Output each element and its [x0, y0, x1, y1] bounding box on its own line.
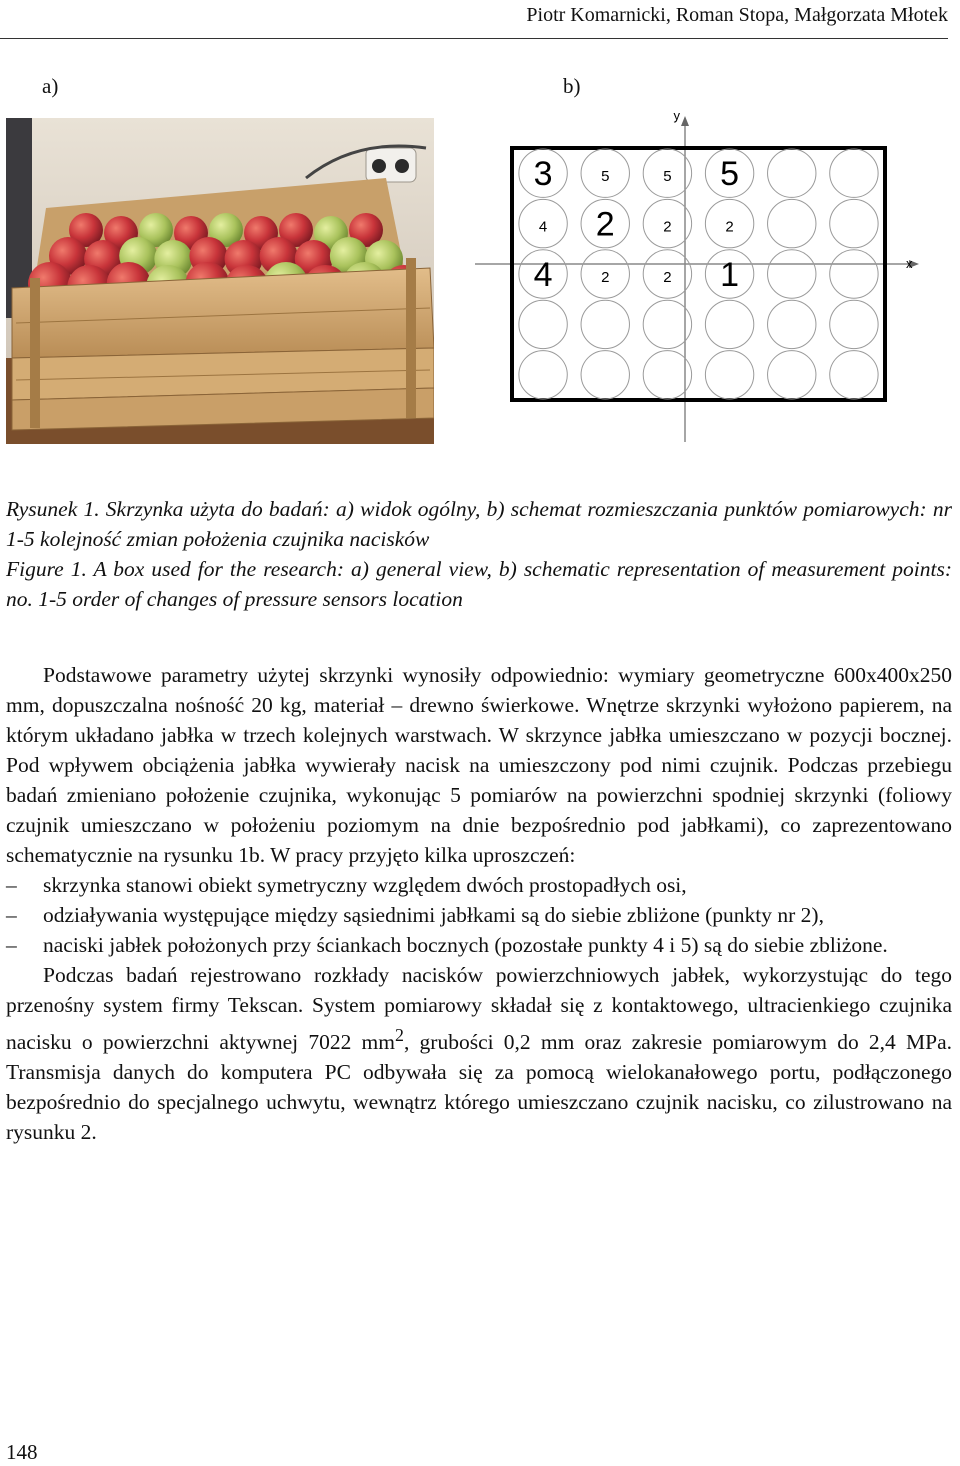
running-header — [0, 0, 948, 39]
list-dash: – — [6, 873, 17, 897]
apple-positions — [519, 149, 878, 399]
apple-position-circle — [768, 199, 816, 247]
apple-position-circle — [830, 300, 878, 348]
list-dash: – — [6, 903, 17, 927]
point-number-label: 2 — [595, 205, 615, 244]
apple-position-circle — [519, 351, 567, 399]
apple-position-circle — [830, 149, 878, 197]
point-numbers — [534, 155, 739, 294]
apple-position-circle — [830, 351, 878, 399]
y-axis-label: y — [673, 108, 680, 123]
apple-position-circle — [830, 250, 878, 298]
point-number-label: 5 — [720, 155, 740, 194]
list-item: – naciski jabłek położonych przy ściankach bocznych (pozostałe punkty 4 i 5) są do siebie zbliżone. — [6, 930, 952, 960]
x-axis-label: x — [906, 256, 913, 271]
point-number-label: 3 — [533, 155, 553, 194]
apple-position-circle — [768, 149, 816, 197]
point-number-label: 1 — [720, 256, 740, 294]
measurement-points-schematic — [470, 100, 920, 444]
simplifications-list — [6, 870, 952, 960]
list-dash: – — [6, 933, 17, 957]
point-number-label: 4 — [533, 256, 553, 294]
point-number-label: 2 — [725, 218, 734, 236]
apple-position-circle — [705, 351, 753, 399]
point-number-label: 2 — [601, 269, 610, 286]
caption-polish: Rysunek 1. Skrzynka użyta do badań: a) widok ogólny, b) schemat rozmieszczania punktów pomiarowych: nr 1-5 kolejność zmian położenia czujnika nacisków — [6, 497, 952, 551]
apple-position-circle — [768, 351, 816, 399]
panel-a-label: a) — [42, 74, 59, 98]
panel-b-label: b) — [563, 74, 581, 98]
list-item: – odziaływania występujące między sąsiednimi jabłkami są do siebie zbliżone (punkty nr 2), — [6, 900, 952, 930]
paragraph-2: Podczas badań rejestrowano rozkłady nacisków powierzchniowych jabłek, wykorzystując do tego przenośny system firmy Tekscan. System pomiarowy składał się z kontaktowego, ultracienkiego czujnika nacisku o powierzchni aktywnej 7022 $mm^2$, grubości 0,2 mm oraz zakresie pomiarowym do 2,4 MPa. Transmisja danych do komputera PC odbywała się za pomocą wielokanałowego portu, podłączonego bezpośrednio do specjalnego uchwytu, wewnątrz którego umieszczano czujnik nacisku, co zilustrowano na rysunku 2. — [6, 963, 953, 1145]
apple-position-circle — [581, 300, 629, 348]
body-text — [6, 660, 952, 1147]
apple-position-circle — [830, 199, 878, 247]
apple-crate-photo — [6, 118, 434, 444]
point-number-label: 2 — [663, 218, 672, 236]
y-axis-arrow — [681, 116, 689, 126]
apple-position-circle — [705, 300, 753, 348]
list-item: – skrzynka stanowi obiekt symetryczny względem dwóch prostopadłych osi, — [6, 870, 952, 900]
superscript: 2 — [395, 1025, 404, 1045]
crate-outline — [512, 148, 885, 400]
apple-position-circle — [768, 300, 816, 348]
point-number-label: 2 — [663, 269, 672, 286]
figure-captions — [6, 494, 952, 614]
header-authors: Piotr Komarnicki, Roman Stopa, Małgorzata Młotek — [526, 4, 948, 26]
apple-position-circle — [768, 250, 816, 298]
caption-english: Figure 1. A box used for the research: a) general view, b) schematic representation of measurement points: no. 1-5 order of changes of pressure sensors location — [6, 557, 952, 611]
schematic-diagram — [470, 100, 920, 444]
paragraph-1: Podstawowe parametry użytej skrzynki wynosiły odpowiednio: wymiary geometryczne 600x400x250 mm, dopuszczalna nośność 20 kg, materiał – drewno świerkowe. Wnętrze skrzynki wyłożono papierem, na którym układano jabłka w trzech kolejnych warstwach. W skrzynce jabłka umieszczano w pozycji bocznej. Pod wpływem obciążenia jabłka wywierały nacisk na umieszczony pod nimi czujnik. Podczas przebiegu badań zmieniano położenie czujnika, wykonując 5 pomiarów na powierzchni spodniej skrzynki (foliowy czujnik umieszczano w położeniu poziomym na dnie bezpośrednio pod jabłkami), co zaprezentowano schematycznie na rysunku 1b. W pracy przyjęto kilka uproszczeń: — [6, 663, 952, 867]
page-number: 148 — [6, 1440, 38, 1464]
apple-position-circle — [581, 351, 629, 399]
point-number-label: 5 — [663, 168, 672, 186]
apple-position-circle — [519, 300, 567, 348]
point-number-label: 4 — [538, 218, 548, 236]
point-number-label: 5 — [601, 168, 610, 186]
apple-crate-illustration — [6, 118, 434, 444]
